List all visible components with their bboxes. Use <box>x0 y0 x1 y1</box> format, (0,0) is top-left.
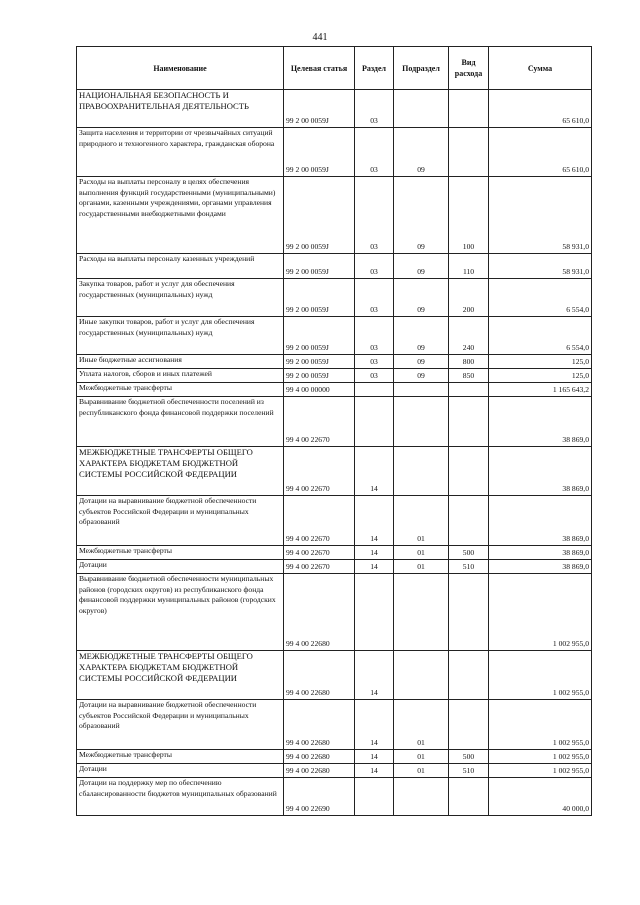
row-amount: 40 000,0 <box>489 778 592 816</box>
table-row <box>77 750 592 764</box>
row-amount: 58 931,0 <box>489 254 592 279</box>
table-row <box>77 574 592 651</box>
row-subsection <box>394 90 449 128</box>
header-name: Наименование <box>77 47 284 90</box>
header-section: Раздел <box>355 47 394 90</box>
row-target-code: 99 4 00 22670 <box>284 560 355 574</box>
row-section: 03 <box>355 90 394 128</box>
row-section: 03 <box>355 254 394 279</box>
row-name: Дотации на выравнивание бюджетной обеспеченности субъектов Российской Федерации и муниципальных образований <box>77 700 284 750</box>
row-target-code: 99 4 00 00000 <box>284 383 355 397</box>
row-subsection: 09 <box>394 369 449 383</box>
row-expense-type: 850 <box>449 369 489 383</box>
row-target-code: 99 2 00 0059J <box>284 355 355 369</box>
row-target-code: 99 4 00 22680 <box>284 651 355 700</box>
row-target-code: 99 2 00 0059J <box>284 90 355 128</box>
table-row <box>77 369 592 383</box>
header-target: Целевая статья <box>284 47 355 90</box>
row-expense-type: 110 <box>449 254 489 279</box>
row-amount: 65 610,0 <box>489 128 592 177</box>
row-section: 03 <box>355 128 394 177</box>
row-target-code: 99 4 00 22670 <box>284 447 355 496</box>
row-subsection: 09 <box>394 317 449 355</box>
row-name: МЕЖБЮДЖЕТНЫЕ ТРАНСФЕРТЫ ОБЩЕГО ХАРАКТЕРА БЮДЖЕТАМ БЮДЖЕТНОЙ СИСТЕМЫ РОССИЙСКОЙ ФЕДЕРАЦИИ <box>77 447 284 496</box>
row-amount: 1 002 955,0 <box>489 574 592 651</box>
row-section: 03 <box>355 355 394 369</box>
row-name: Иные бюджетные ассигнования <box>77 355 284 369</box>
table-row <box>77 651 592 700</box>
row-subsection: 01 <box>394 496 449 546</box>
row-subsection: 01 <box>394 560 449 574</box>
table-row <box>77 560 592 574</box>
row-section: 14 <box>355 651 394 700</box>
row-target-code: 99 4 00 22680 <box>284 574 355 651</box>
table-row <box>77 778 592 816</box>
row-expense-type <box>449 128 489 177</box>
row-expense-type <box>449 447 489 496</box>
row-subsection: 09 <box>394 355 449 369</box>
row-name: Закупка товаров, работ и услуг для обеспечения государственных (муниципальных) нужд <box>77 279 284 317</box>
row-name: Дотации на выравнивание бюджетной обеспеченности субъектов Российской Федерации и муниципальных образований <box>77 496 284 546</box>
row-section: 14 <box>355 764 394 778</box>
row-amount: 38 869,0 <box>489 397 592 447</box>
row-subsection <box>394 447 449 496</box>
row-amount: 58 931,0 <box>489 177 592 254</box>
row-target-code: 99 4 00 22670 <box>284 496 355 546</box>
row-name: Межбюджетные трансферты <box>77 546 284 560</box>
table-row <box>77 128 592 177</box>
row-expense-type: 100 <box>449 177 489 254</box>
table-row <box>77 279 592 317</box>
row-name: Расходы на выплаты персоналу казенных учреждений <box>77 254 284 279</box>
row-target-code: 99 2 00 0059J <box>284 279 355 317</box>
row-amount: 6 554,0 <box>489 317 592 355</box>
row-target-code: 99 2 00 0059J <box>284 369 355 383</box>
table-header-row <box>77 47 592 90</box>
row-section <box>355 397 394 447</box>
table-row <box>77 546 592 560</box>
row-expense-type <box>449 496 489 546</box>
row-section: 03 <box>355 177 394 254</box>
row-expense-type <box>449 778 489 816</box>
row-subsection: 09 <box>394 254 449 279</box>
row-amount: 6 554,0 <box>489 279 592 317</box>
row-subsection: 01 <box>394 700 449 750</box>
row-amount: 65 610,0 <box>489 90 592 128</box>
row-expense-type <box>449 397 489 447</box>
row-section: 14 <box>355 750 394 764</box>
row-name: Межбюджетные трансферты <box>77 750 284 764</box>
row-expense-type: 510 <box>449 560 489 574</box>
row-amount: 1 002 955,0 <box>489 651 592 700</box>
table-row <box>77 383 592 397</box>
row-subsection: 09 <box>394 177 449 254</box>
row-amount: 38 869,0 <box>489 560 592 574</box>
row-expense-type: 800 <box>449 355 489 369</box>
row-subsection <box>394 651 449 700</box>
header-amount: Сумма <box>489 47 592 90</box>
row-subsection: 01 <box>394 750 449 764</box>
row-name: Межбюджетные трансферты <box>77 383 284 397</box>
row-name: Дотации <box>77 764 284 778</box>
row-name: Выравнивание бюджетной обеспеченности муниципальных районов (городских округов) из республиканского фонда финансовой поддержки муниципальных районов (городских округов) <box>77 574 284 651</box>
table-row <box>77 764 592 778</box>
row-name: МЕЖБЮДЖЕТНЫЕ ТРАНСФЕРТЫ ОБЩЕГО ХАРАКТЕРА БЮДЖЕТАМ БЮДЖЕТНОЙ СИСТЕМЫ РОССИЙСКОЙ ФЕДЕРАЦИИ <box>77 651 284 700</box>
row-target-code: 99 4 00 22690 <box>284 778 355 816</box>
table-row <box>77 177 592 254</box>
table-row <box>77 397 592 447</box>
row-name: Уплата налогов, сборов и иных платежей <box>77 369 284 383</box>
row-expense-type <box>449 383 489 397</box>
budget-table <box>76 46 592 816</box>
row-target-code: 99 4 00 22670 <box>284 546 355 560</box>
header-subsection: Подраздел <box>394 47 449 90</box>
row-amount: 38 869,0 <box>489 447 592 496</box>
table-row <box>77 447 592 496</box>
row-section <box>355 574 394 651</box>
table-row <box>77 317 592 355</box>
row-expense-type: 200 <box>449 279 489 317</box>
row-amount: 38 869,0 <box>489 546 592 560</box>
row-name: НАЦИОНАЛЬНАЯ БЕЗОПАСНОСТЬ И ПРАВООХРАНИТЕЛЬНАЯ ДЕЯТЕЛЬНОСТЬ <box>77 90 284 128</box>
row-subsection <box>394 397 449 447</box>
row-section: 14 <box>355 700 394 750</box>
row-amount: 125,0 <box>489 369 592 383</box>
row-name: Выравнивание бюджетной обеспеченности поселений из республиканского фонда финансовой поддержки поселений <box>77 397 284 447</box>
table-row <box>77 355 592 369</box>
table-row <box>77 496 592 546</box>
row-subsection <box>394 574 449 651</box>
row-target-code: 99 4 00 22670 <box>284 397 355 447</box>
row-target-code: 99 2 00 0059J <box>284 128 355 177</box>
row-name: Дотации на поддержку мер по обеспечению сбалансированности бюджетов муниципальных образований <box>77 778 284 816</box>
table-body <box>77 90 592 816</box>
row-target-code: 99 4 00 22680 <box>284 764 355 778</box>
row-target-code: 99 4 00 22680 <box>284 750 355 764</box>
row-name: Защита населения и территории от чрезвычайных ситуаций природного и техногенного характера, гражданская оборона <box>77 128 284 177</box>
row-section: 03 <box>355 317 394 355</box>
row-expense-type: 240 <box>449 317 489 355</box>
row-expense-type <box>449 651 489 700</box>
row-expense-type: 510 <box>449 764 489 778</box>
page-number: 441 <box>312 32 328 43</box>
row-amount: 125,0 <box>489 355 592 369</box>
row-name: Расходы на выплаты персоналу в целях обеспечения выполнения функций государственными (муниципальными) органами, казенными учреждениями, органами управления государственными внебюджетными фондами <box>77 177 284 254</box>
row-amount: 1 165 643,2 <box>489 383 592 397</box>
row-name: Иные закупки товаров, работ и услуг для обеспечения государственных (муниципальных) нужд <box>77 317 284 355</box>
row-subsection: 01 <box>394 546 449 560</box>
row-name: Дотации <box>77 560 284 574</box>
table-row <box>77 254 592 279</box>
row-target-code: 99 2 00 0059J <box>284 317 355 355</box>
row-section <box>355 778 394 816</box>
row-section: 03 <box>355 279 394 317</box>
row-expense-type <box>449 574 489 651</box>
row-subsection: 01 <box>394 764 449 778</box>
row-subsection: 09 <box>394 279 449 317</box>
row-section <box>355 383 394 397</box>
header-expense-type: Вид расхода <box>449 47 489 90</box>
row-amount: 1 002 955,0 <box>489 764 592 778</box>
row-section: 14 <box>355 447 394 496</box>
row-target-code: 99 2 00 0059J <box>284 254 355 279</box>
row-section: 03 <box>355 369 394 383</box>
row-subsection <box>394 383 449 397</box>
row-expense-type <box>449 700 489 750</box>
row-expense-type <box>449 90 489 128</box>
row-target-code: 99 2 00 0059J <box>284 177 355 254</box>
row-subsection: 09 <box>394 128 449 177</box>
row-section: 14 <box>355 560 394 574</box>
row-amount: 1 002 955,0 <box>489 750 592 764</box>
row-expense-type: 500 <box>449 546 489 560</box>
row-target-code: 99 4 00 22680 <box>284 700 355 750</box>
row-amount: 38 869,0 <box>489 496 592 546</box>
table-row <box>77 90 592 128</box>
row-expense-type: 500 <box>449 750 489 764</box>
row-section: 14 <box>355 496 394 546</box>
table-row <box>77 700 592 750</box>
row-amount: 1 002 955,0 <box>489 700 592 750</box>
row-section: 14 <box>355 546 394 560</box>
row-subsection <box>394 778 449 816</box>
